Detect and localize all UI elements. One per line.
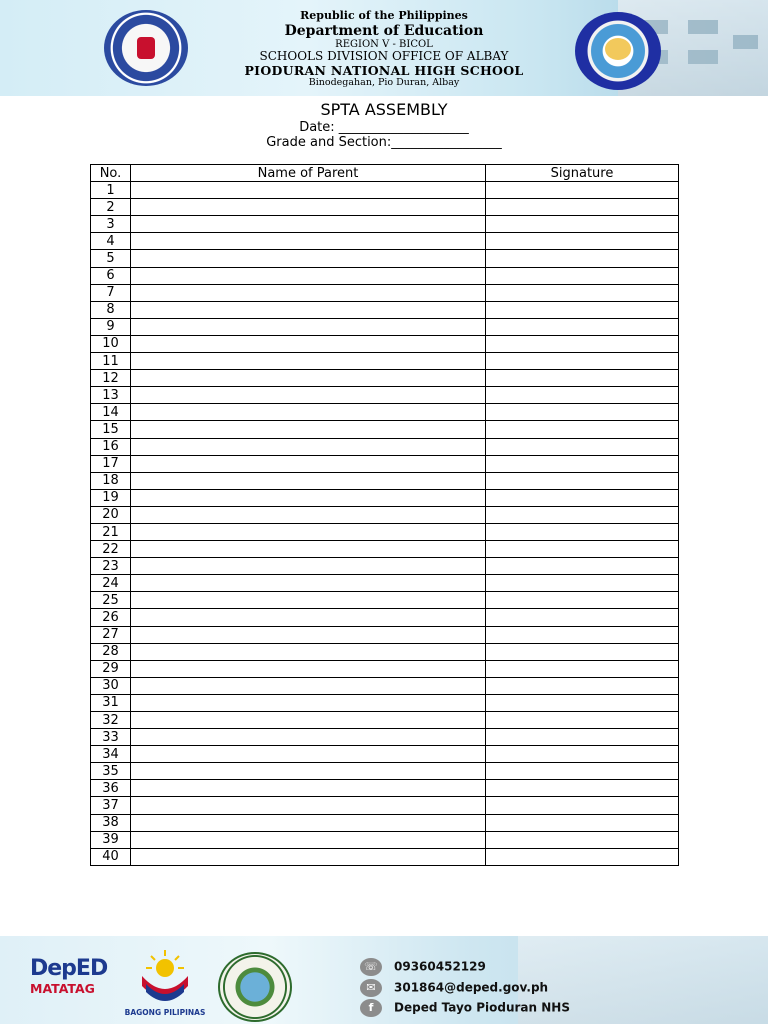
parent-name-cell: [131, 233, 486, 250]
parent-name-cell: [131, 814, 486, 831]
row-number: 30: [91, 677, 131, 694]
column-header-name: Name of Parent: [131, 165, 486, 182]
signature-cell: [486, 335, 679, 352]
parent-name-cell: [131, 763, 486, 780]
table-header-row: [91, 165, 679, 182]
table-row: [91, 489, 679, 506]
signature-cell: [486, 814, 679, 831]
facebook-page: Deped Tayo Pioduran NHS: [394, 1000, 570, 1015]
table-row: [91, 182, 679, 199]
parent-name-cell: [131, 729, 486, 746]
signature-cell: [486, 370, 679, 387]
parent-name-cell: [131, 831, 486, 848]
parent-name-cell: [131, 267, 486, 284]
row-number: 26: [91, 609, 131, 626]
row-number: 4: [91, 233, 131, 250]
parent-name-cell: [131, 387, 486, 404]
row-number: 22: [91, 541, 131, 558]
table-row: [91, 694, 679, 711]
row-number: 5: [91, 250, 131, 267]
parent-name-cell: [131, 489, 486, 506]
signature-cell: [486, 729, 679, 746]
school-address: Binodegahan, Pio Duran, Albay: [308, 77, 460, 89]
form-title: SPTA ASSEMBLY: [320, 100, 448, 119]
parent-name-cell: [131, 677, 486, 694]
parent-name-cell: [131, 404, 486, 421]
parent-name-cell: [131, 472, 486, 489]
signature-cell: [486, 353, 679, 370]
signature-cell: [486, 541, 679, 558]
table-row: [91, 233, 679, 250]
region-line: REGION V - BICOL: [335, 38, 433, 50]
signature-cell: [486, 233, 679, 250]
table-row: [91, 523, 679, 540]
signature-cell: [486, 780, 679, 797]
parent-name-cell: [131, 506, 486, 523]
signature-cell: [486, 182, 679, 199]
table-row: [91, 558, 679, 575]
signature-cell: [486, 489, 679, 506]
row-number: 23: [91, 558, 131, 575]
row-number: 25: [91, 592, 131, 609]
parent-name-cell: [131, 592, 486, 609]
row-number: 15: [91, 421, 131, 438]
letterhead-banner: [0, 0, 768, 96]
email-contact: [360, 979, 548, 997]
signature-cell: [486, 318, 679, 335]
phone-icon: ☏: [360, 958, 382, 976]
row-number: 9: [91, 318, 131, 335]
email-address: 301864@deped.gov.ph: [394, 980, 549, 995]
signature-cell: [486, 216, 679, 233]
parent-name-cell: [131, 353, 486, 370]
parent-name-cell: [131, 370, 486, 387]
table-row: [91, 780, 679, 797]
parent-name-cell: [131, 284, 486, 301]
division-line: SCHOOLS DIVISION OFFICE OF ALBAY: [259, 49, 509, 64]
parent-name-cell: [131, 250, 486, 267]
table-row: [91, 301, 679, 318]
table-row: [91, 370, 679, 387]
parent-name-cell: [131, 609, 486, 626]
signature-cell: [486, 712, 679, 729]
row-number: 16: [91, 438, 131, 455]
parent-name-cell: [131, 746, 486, 763]
row-number: 12: [91, 370, 131, 387]
signature-cell: [486, 626, 679, 643]
signature-cell: [486, 609, 679, 626]
signature-cell: [486, 267, 679, 284]
signature-cell: [486, 421, 679, 438]
table-row: [91, 404, 679, 421]
row-number: 28: [91, 643, 131, 660]
table-row: [91, 677, 679, 694]
parent-name-cell: [131, 182, 486, 199]
row-number: 34: [91, 746, 131, 763]
signature-cell: [486, 592, 679, 609]
table-row: [91, 216, 679, 233]
row-number: 40: [91, 848, 131, 865]
letterhead-text: [200, 10, 568, 89]
row-number: 17: [91, 455, 131, 472]
parent-name-cell: [131, 335, 486, 352]
row-number: 10: [91, 335, 131, 352]
deped-matatag-logo: [30, 956, 114, 1012]
table-row: [91, 592, 679, 609]
row-number: 19: [91, 489, 131, 506]
table-row: [91, 763, 679, 780]
parent-name-cell: [131, 643, 486, 660]
signature-cell: [486, 523, 679, 540]
signature-cell: [486, 575, 679, 592]
table-row: [91, 712, 679, 729]
row-number: 35: [91, 763, 131, 780]
phone-number: 09360452129: [394, 959, 486, 974]
parent-name-cell: [131, 848, 486, 865]
grade-section-field: Grade and Section:_________________: [266, 135, 502, 150]
parent-name-cell: [131, 660, 486, 677]
table-row: [91, 438, 679, 455]
parent-name-cell: [131, 438, 486, 455]
mail-icon: ✉: [360, 979, 382, 997]
form-fields: [0, 120, 768, 150]
date-field: Date: ____________________: [299, 120, 469, 135]
row-number: 21: [91, 523, 131, 540]
table-row: [91, 267, 679, 284]
row-number: 11: [91, 353, 131, 370]
table-row: [91, 575, 679, 592]
table-row: [91, 729, 679, 746]
row-number: 20: [91, 506, 131, 523]
table-row: [91, 848, 679, 865]
attendance-table: [90, 164, 679, 866]
signature-cell: [486, 301, 679, 318]
parent-name-cell: [131, 558, 486, 575]
row-number: 7: [91, 284, 131, 301]
table-row: [91, 746, 679, 763]
parent-name-cell: [131, 216, 486, 233]
signature-cell: [486, 387, 679, 404]
signature-cell: [486, 694, 679, 711]
row-number: 38: [91, 814, 131, 831]
row-number: 8: [91, 301, 131, 318]
facebook-contact: [360, 999, 570, 1017]
row-number: 27: [91, 626, 131, 643]
parent-name-cell: [131, 455, 486, 472]
table-row: [91, 541, 679, 558]
table-row: [91, 353, 679, 370]
signature-cell: [486, 438, 679, 455]
deped-wordmark: DepED: [30, 956, 108, 981]
parent-name-cell: [131, 694, 486, 711]
row-number: 33: [91, 729, 131, 746]
parent-name-cell: [131, 523, 486, 540]
signature-cell: [486, 660, 679, 677]
table-row: [91, 250, 679, 267]
parent-name-cell: [131, 712, 486, 729]
table-row: [91, 421, 679, 438]
signature-cell: [486, 250, 679, 267]
signature-cell: [486, 797, 679, 814]
table-row: [91, 831, 679, 848]
parent-name-cell: [131, 780, 486, 797]
row-number: 29: [91, 660, 131, 677]
parent-name-cell: [131, 626, 486, 643]
table-row: [91, 335, 679, 352]
table-row: [91, 284, 679, 301]
bagong-pilipinas-wordmark: BAGONG PILIPINAS: [124, 1008, 206, 1017]
table-row: [91, 318, 679, 335]
signature-cell: [486, 763, 679, 780]
matatag-wordmark: MATATAG: [30, 981, 95, 996]
table-row: [91, 797, 679, 814]
signature-cell: [486, 199, 679, 216]
parent-name-cell: [131, 421, 486, 438]
department-line: Department of Education: [284, 22, 484, 39]
signature-cell: [486, 506, 679, 523]
republic-line: Republic of the Philippines: [300, 9, 468, 22]
row-number: 36: [91, 780, 131, 797]
table-row: [91, 660, 679, 677]
parent-name-cell: [131, 301, 486, 318]
table-row: [91, 472, 679, 489]
column-header-signature: Signature: [486, 165, 679, 182]
signature-cell: [486, 472, 679, 489]
row-number: 37: [91, 797, 131, 814]
school-name: PIODURAN NATIONAL HIGH SCHOOL: [244, 63, 524, 79]
row-number: 18: [91, 472, 131, 489]
row-number: 31: [91, 694, 131, 711]
division-seal-icon: [218, 952, 292, 1022]
signature-cell: [486, 643, 679, 660]
parent-name-cell: [131, 575, 486, 592]
attendance-rows: [91, 182, 679, 866]
parent-name-cell: [131, 199, 486, 216]
table-row: [91, 626, 679, 643]
row-number: 32: [91, 712, 131, 729]
row-number: 24: [91, 575, 131, 592]
signature-cell: [486, 831, 679, 848]
signature-cell: [486, 404, 679, 421]
parent-name-cell: [131, 318, 486, 335]
row-number: 39: [91, 831, 131, 848]
table-row: [91, 455, 679, 472]
bagong-pilipinas-icon: [136, 946, 194, 1008]
deped-seal-icon: [104, 10, 188, 86]
signature-cell: [486, 455, 679, 472]
facebook-icon: f: [360, 999, 382, 1017]
column-header-no: No.: [91, 165, 131, 182]
signature-cell: [486, 558, 679, 575]
table-row: [91, 199, 679, 216]
signature-cell: [486, 746, 679, 763]
row-number: 1: [91, 182, 131, 199]
signature-cell: [486, 284, 679, 301]
school-seal-icon: [575, 12, 661, 90]
table-row: [91, 609, 679, 626]
row-number: 13: [91, 387, 131, 404]
table-row: [91, 506, 679, 523]
parent-name-cell: [131, 797, 486, 814]
row-number: 6: [91, 267, 131, 284]
signature-cell: [486, 677, 679, 694]
table-row: [91, 643, 679, 660]
table-row: [91, 387, 679, 404]
parent-name-cell: [131, 541, 486, 558]
signature-cell: [486, 848, 679, 865]
table-row: [91, 814, 679, 831]
row-number: 3: [91, 216, 131, 233]
phone-contact: [360, 958, 486, 976]
row-number: 14: [91, 404, 131, 421]
row-number: 2: [91, 199, 131, 216]
